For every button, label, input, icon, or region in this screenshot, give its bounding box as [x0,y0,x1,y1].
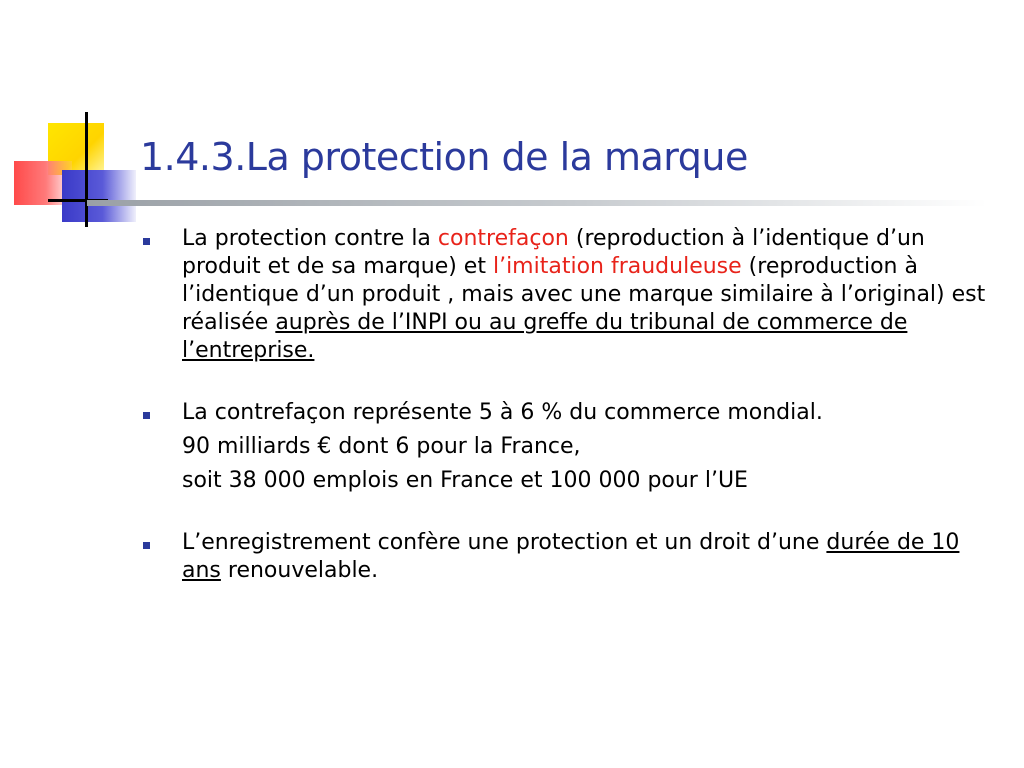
highlight-contrefacon: contrefaçon [437,226,569,251]
bullet-list [140,225,1000,619]
text-run: renouvelable. [220,558,379,583]
bullet-item-contrefacon-stats [140,399,1000,495]
stats-line-2: 90 milliards € dont 6 pour la France, [182,434,581,459]
bullet-square-icon [143,412,150,419]
stats-line-3: soit 38 000 emplois en France et 100 000 pour l’UE [182,468,748,493]
text-run: La protection contre la [182,226,438,251]
slide-title: 1.4.3.La protection de la marque [140,135,748,179]
bullet-item-enregistrement [140,529,1000,585]
underlined-duree: durée de 10 ans [182,530,960,583]
bullet-square-icon [143,542,150,549]
highlight-imitation: l’imitation frauduleuse [492,254,742,279]
title-underline-rule [87,200,987,206]
stats-line-1: La contrefaçon représente 5 à 6 % du commerce mondial. [182,400,823,425]
blue-square [62,170,136,222]
bullet-item-protection [140,225,1000,365]
vertical-line [85,112,88,227]
text-run: (reproduction à l’identique d’un produit et de sa marque) et [182,226,925,279]
underlined-inpi: auprès de l’INPI ou au greffe du tribunal de commerce de l’entreprise. [182,310,908,363]
text-run: L’enregistrement confère une protection et un droit d’une [182,530,827,555]
text-run: (reproduction à l’identique d’un produit , mais avec une marque similaire à l’original) est réalisée [182,254,986,335]
bullet-square-icon [143,238,150,245]
